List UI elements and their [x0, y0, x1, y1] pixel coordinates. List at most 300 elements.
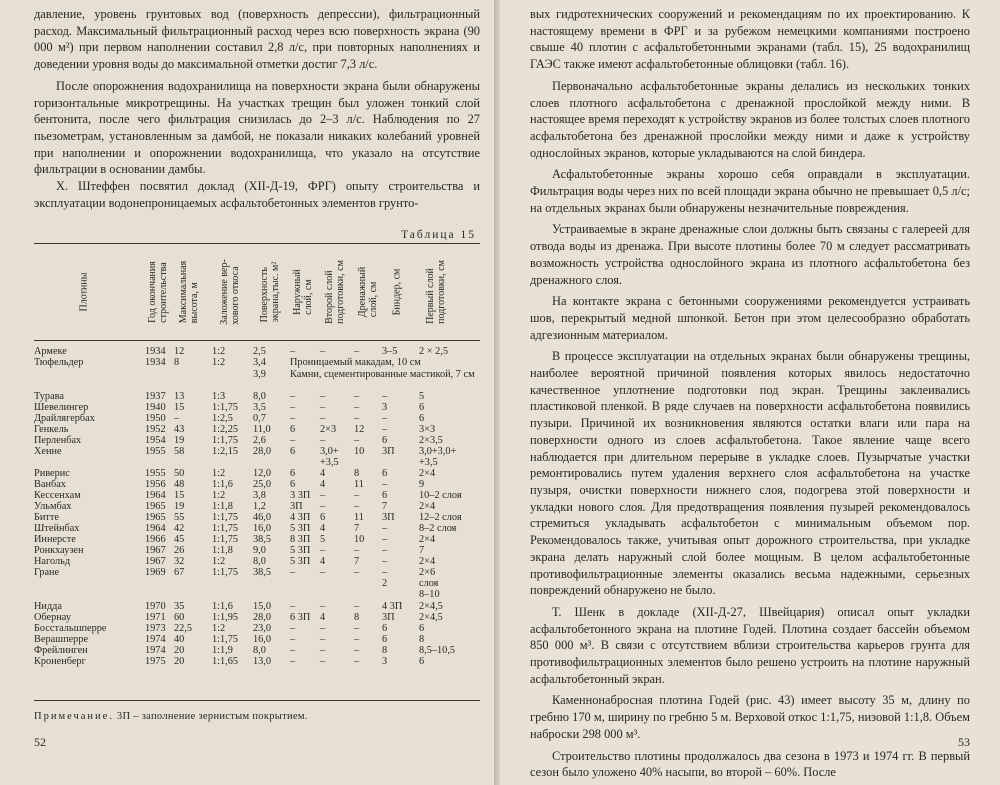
table-cell: – [290, 412, 296, 424]
table-row [34, 512, 480, 523]
table-cell: 32 [174, 556, 185, 568]
paragraph: Строительство плотины продолжалось два сезона в 1973 и 1974 гг. В первый сезон было уложено 40% насыпи, во второй – 60%. После [530, 748, 970, 780]
table-cell: 1:1,65 [212, 655, 239, 667]
table-cell: Ульмбах [34, 501, 72, 513]
table-row [34, 391, 480, 402]
table-cell: Ванбах [34, 479, 66, 490]
table-cell: 1:1,75 [212, 434, 239, 446]
table-cell: 5 3П [290, 523, 311, 535]
table-cell: 7 [382, 501, 388, 513]
table-cell: 3–5 [382, 346, 398, 358]
table-cell: 1955 [145, 445, 166, 457]
table-cell: 4 3П [290, 512, 311, 524]
table-cell: 2×4 [419, 467, 436, 479]
table-cell: 2 [382, 578, 388, 590]
table-header [34, 244, 480, 341]
table-cell: 11 [354, 479, 364, 490]
note-text: 3П – заполнение зернистым покрытием. [116, 711, 308, 723]
table-cell: – [354, 490, 360, 502]
table-cell: 1:2,5 [212, 412, 233, 424]
table-header-cell [320, 248, 350, 336]
table-cell: 1:1,9 [212, 644, 233, 656]
table-cell: 8 [419, 633, 425, 645]
table-cell: Битте [34, 512, 59, 524]
table-cell: 1974 [145, 633, 166, 645]
table-row [34, 457, 480, 468]
table-cell: Проницаемый макадам, 10 см [290, 357, 421, 369]
table-header-cell [34, 248, 134, 336]
table-cell: 1934 [145, 357, 166, 369]
paragraph: Т. Шенк в докладе (XII-Д-27, Швейцария) описал опыт укладки асфальтобетонного экрана на плотине Годей. Плотина создает бассейн объемом 850 000 м³. В связи с отсутствием вблизи строительства карьеров грунта для противофильтрационных элементов было решено устроить на плотине наружный асфальтобетонный экран. [530, 604, 970, 686]
table-cell: 1:2 [212, 556, 226, 568]
table-cell: 1:1,75 [212, 534, 239, 546]
table-cell: Турава [34, 390, 64, 402]
table-row [34, 656, 480, 667]
table-header-cell [354, 248, 382, 336]
table-cell: 67 [174, 567, 185, 579]
table-cell: – [290, 346, 296, 358]
table-cell: 8,0 [253, 390, 266, 402]
table-cell: – [320, 600, 326, 612]
table-cell: 4 [320, 479, 326, 490]
table-cell: 12–2 слоя [419, 512, 462, 524]
table-cell: 2×3,5 [419, 434, 443, 446]
table-cell: Драйлягербах [34, 412, 95, 424]
table-cell: – [290, 390, 296, 402]
table-cell: – [382, 534, 388, 546]
table-cell: – [382, 423, 388, 435]
table-cell: 1965 [145, 501, 166, 513]
table-cell: Риверис [34, 467, 70, 479]
table-row [34, 556, 480, 567]
table-cell: 6 [382, 622, 388, 634]
table-cell: 8–2 слоя [419, 523, 457, 535]
table-header-cell [174, 248, 204, 336]
table-cell: 3,9 [253, 368, 266, 380]
table-cell: 6 [290, 479, 296, 490]
paragraph: На контакте экрана с бетонными сооружениями рекомендуется устраивать шов, перекрытый медной шпонкой. Бетон при этом целесообразно обработать адгезионным материалом. [530, 294, 970, 342]
table-cell: 12,0 [253, 467, 272, 479]
table-cell: 3П [382, 611, 395, 623]
table-cell: 1:1,6 [212, 600, 233, 612]
table-cell: 2×4 [419, 556, 436, 568]
table-cell: Шевелингер [34, 401, 89, 413]
table-cell: 1:1,75 [212, 567, 239, 579]
table-cell: 6 [382, 434, 388, 446]
table-cell: 9 [419, 479, 425, 490]
paragraph: вых гидротехнических сооружений и рекомендациям по их проектированию. К настоящему времени в ФРГ и за рубежом немецкими компаниями построено свыше 40 плотин с асфальтобетонными экранами (табл. 15), 25 водохранилищ ГАЭС также имеют асфальтобетонные облицовки (табл. 16). [530, 7, 970, 72]
table-cell: Генкель [34, 423, 69, 435]
table-cell: Армеке [34, 346, 67, 358]
table-cell: 13 [174, 390, 185, 402]
table-cell: 8,0 [253, 556, 266, 568]
table-cell: 4 3П [382, 600, 403, 612]
table-cell: – [320, 633, 326, 645]
table-row [34, 402, 480, 413]
table-cell: – [382, 390, 388, 402]
table-cell: – [354, 412, 360, 424]
table-header-cell [253, 248, 287, 336]
table-cell: 1937 [145, 390, 166, 402]
table-cell: 5 3П [290, 556, 311, 568]
table-header-cell [382, 248, 412, 336]
table-cell: – [320, 545, 326, 557]
table-cell: – [320, 412, 326, 424]
table-cell: 1970 [145, 600, 166, 612]
table-cell: Босстальшперре [34, 622, 107, 634]
table-cell: 60 [174, 611, 185, 623]
table-cell: 16,0 [253, 633, 272, 645]
table-cell: 1971 [145, 611, 166, 623]
table-cell: 35 [174, 600, 185, 612]
paragraph: После опорожнения водохранилища на поверхности экрана были обнаружены горизонтальные микротрещины. На участках трещин был уложен тонкий слой бентонита, после чего фильтрация снизилась до 2–3 л/с. Наблюдения по 27 пьезометрам, установленным за дамбой, не показали никаких колебаний уровней при наполнении и опорожнении водохранилища, что указало на отсутствие фильтрации в основании дамбы. [34, 78, 480, 177]
table-row [34, 645, 480, 656]
data-table [34, 243, 480, 701]
table-cell: 38,5 [253, 567, 272, 579]
table-cell: 19 [174, 434, 185, 446]
table-cell: 8–10 [419, 589, 440, 601]
table-cell: 1:2,25 [212, 423, 239, 435]
table-cell: 7 [419, 545, 425, 557]
table-cell: – [382, 567, 388, 579]
table-cell: 11,0 [253, 423, 271, 435]
table-row [34, 369, 480, 380]
table-cell: 8 3П [290, 534, 311, 546]
table-row [34, 424, 480, 435]
table-cell: 1:1,8 [212, 545, 233, 557]
table-row [34, 446, 480, 457]
table-cell: 6 [419, 655, 425, 667]
note-label: Примечание. [34, 711, 114, 723]
table-cell: 15,0 [253, 600, 272, 612]
table-cell: 1:3 [212, 390, 226, 402]
table-cell: 1934 [145, 346, 166, 358]
table-cell: 42 [174, 523, 185, 535]
table-row [34, 612, 480, 623]
table-cell: 6 [419, 622, 425, 634]
table-cell: 20 [174, 655, 185, 667]
table-header-cell [212, 248, 248, 336]
paragraph: Первоначально асфальтобетонные экраны делались из нескольких тонких слоев плотного асфальтобетона с дренажной прослойкой между ними. В настоящее время переходят к устройству экранов из более толстых слоев плотного асфальтобетона без дренажной прослойки между ними и даже к устройству однослойных экранов, которые укладываются на слой биндера. [530, 78, 970, 160]
table-cell: 19 [174, 501, 185, 513]
table-header-label: Поверхность экрана,тыс. м² [259, 262, 281, 323]
table-cell: – [354, 567, 360, 579]
table-row [34, 490, 480, 501]
table-cell: – [354, 390, 360, 402]
table-cell: 1:1,75 [212, 512, 239, 524]
table-cell: 5 [419, 390, 425, 402]
table-cell: 1955 [145, 467, 166, 479]
table-cell: – [320, 390, 326, 402]
table-cell: 12 [174, 346, 185, 358]
table-row [34, 601, 480, 612]
table-cell: 2 × 2,5 [419, 346, 448, 358]
table-cell: +3,5 [320, 456, 339, 468]
table-cell: – [174, 412, 180, 424]
table-cell: 3,8 [253, 490, 266, 502]
table-header-label: Плотины [78, 273, 90, 312]
table-cell: 1:2 [212, 357, 226, 369]
table-cell: 4 [320, 611, 326, 623]
table-cell: 6 [382, 467, 388, 479]
table-cell: – [382, 523, 388, 535]
table-cell: – [320, 346, 326, 358]
table-cell: 1969 [145, 567, 166, 579]
table-cell: 3,0+ [320, 445, 339, 457]
table-cell: 1:2 [212, 346, 226, 358]
table-header-label: Первый слой подготовки, см [425, 260, 447, 325]
table-cell: 8 [382, 644, 388, 656]
table-cell: 3П [290, 501, 303, 513]
table-cell: 1:1,75 [212, 633, 239, 645]
table-cell: 28,0 [253, 611, 272, 623]
table-cell: – [320, 567, 326, 579]
table-cell: 8 [354, 467, 360, 479]
table-cell: – [354, 655, 360, 667]
table-cell: 1:1,95 [212, 611, 239, 623]
paragraph: Х. Штеффен посвятил доклад (XII-Д-19, ФРГ) опыту строительства и эксплуатации водонепроницаемых асфальтобетонных элементов грунто- [34, 179, 480, 210]
table-cell: 4 [320, 467, 326, 479]
table-cell: – [290, 622, 296, 634]
table-cell: 1967 [145, 556, 166, 568]
table-cell: 6 [290, 445, 296, 457]
table-cell: 7 [354, 556, 360, 568]
table-cell: – [320, 622, 326, 634]
table-header-cell [290, 248, 316, 336]
table-cell: 16,0 [253, 523, 272, 535]
table-row [34, 534, 480, 545]
table-cell: – [320, 644, 326, 656]
table-row [34, 468, 480, 479]
table-cell: 9,0 [253, 545, 266, 557]
table-cell: 3 3П [290, 490, 311, 502]
paragraph: давление, уровень грунтовых вод (поверхность депрессии), фильтрационный расход. Максимальный фильтрационный расход через всю поверхность экрана (90 000 м²) при первом наполнении составил 2,8 л/с, при повторных наполнениях и доведении уровня воды до максимальной отметки достиг 7,3 л/с. [34, 7, 480, 72]
table-cell: 1:1,6 [212, 479, 233, 490]
paragraph: Устраиваемые в экране дренажные слои должны быть связаны с галереей для отвода воды из дренажа. При высоте плотины более 70 м следует рассматривать возможность устройства однослойного экрана из плотного асфальтобетона без дренажного слоя. [530, 222, 970, 287]
table-cell: 11 [354, 512, 364, 524]
table-cell: 55 [174, 512, 185, 524]
table-cell: 12 [354, 423, 365, 435]
table-cell: 3П [382, 445, 395, 457]
table-cell: Перленбах [34, 434, 82, 446]
table-header-label: Наружный слой, см [292, 269, 314, 316]
table-cell: 13,0 [253, 655, 272, 667]
table-cell: 10 [354, 534, 365, 546]
table-cell: 10 [354, 445, 365, 457]
paragraph: Асфальтобетонные экраны хорошо себя оправдали в эксплуатации. Фильтрация воды через них по всей площади экрана обычно не превышает 0,5 л/с; на отдельных экранах были обнаружены незначительные повреждения. [530, 167, 970, 215]
paragraph: В процессе эксплуатации на отдельных экранах были обнаружены трещины, наиболее вероятной причиной появления которых явилось недостаточно качественное уплотнение подготовки под экран. Трещины заклеивались пластиковой пленкой. В ряде случаев на поверхности асфальтобетона появились пузыри. Причиной их возникновения являются остатки влаги или пара на поверхности одного из слоев асфальтобетона. Такое явление чаще всего наблюдается при длительном перерыве в укладке слоев. Пузырчатые участки ремонтировались путем удаления верхнего слоя асфальтобетона на участке пузыря, очистки поверхности нижнего слоя, подогрева этой поверхности и укладки нового слоя. Для предотвращения появления пузырей рекомендовалось стремиться укладывать асфальтобетон с минимальным объемом пор. Рекомендовалось также, учитывая опыт дорожного строительства, при укладке экрана делать наружный слой более мощным. В целом асфальтобетонные противофильтрационные элементы оказались весьма надежными, серьезных повреждений обнаружено не было. [530, 349, 970, 598]
table-cell: 3×3 [419, 423, 436, 435]
table-cell: 10–2 слоя [419, 490, 462, 502]
page-number: 52 [34, 735, 46, 749]
table-cell: Верашперре [34, 633, 89, 645]
table-cell: 15 [174, 401, 185, 413]
table-cell: – [290, 600, 296, 612]
table-cell: – [382, 479, 388, 490]
table-cell: – [354, 600, 360, 612]
table-cell: 45 [174, 534, 185, 546]
table-cell: 43 [174, 423, 185, 435]
table-cell: 1966 [145, 534, 166, 546]
table-cell: 46,0 [253, 512, 272, 524]
table-cell: 1:1,75 [212, 401, 239, 413]
table-cell: 2,6 [253, 434, 266, 446]
table-cell: 38,5 [253, 534, 272, 546]
table-cell: 4 [320, 556, 326, 568]
table-cell: 3,5 [253, 401, 266, 413]
table-cell: 1965 [145, 512, 166, 524]
table-cell: 7 [354, 523, 360, 535]
table-cell: 8,5–10,5 [419, 644, 456, 656]
table-row [34, 357, 480, 368]
table-cell: Обернау [34, 611, 71, 623]
table-cell: 2×4 [419, 534, 436, 546]
table-header-label: Биндер, см [391, 269, 403, 316]
table-cell: 5 [320, 534, 326, 546]
table-row [34, 346, 480, 357]
table-cell: 1964 [145, 490, 166, 502]
table-cell: 58 [174, 445, 185, 457]
table-cell: – [290, 567, 296, 579]
paragraph: Каменнонабросная плотина Годей (рис. 43) имеет высоту 35 м, длину по гребню 170 м, ширину по гребню 5 м. Верховой откос 1:1,75, низовой 1:1,8. Объем наброски 298 000 м³. [530, 693, 970, 741]
table-row [34, 435, 480, 446]
table-cell: – [320, 490, 326, 502]
table-label: Таблица 15 [401, 229, 476, 242]
table-row [34, 634, 480, 645]
table-header-cell [145, 248, 171, 336]
table-cell: – [320, 655, 326, 667]
table-cell: 3П [382, 512, 395, 524]
table-cell: 1952 [145, 423, 166, 435]
table-cell: Штейнбах [34, 523, 80, 535]
table-row [34, 578, 480, 589]
table-cell: Иннерсте [34, 534, 76, 546]
table-cell: Фрейлинген [34, 644, 88, 656]
table-cell: 15 [174, 490, 185, 502]
table-cell: 1940 [145, 401, 166, 413]
table-cell: Хенне [34, 445, 62, 457]
table-cell: – [290, 401, 296, 413]
table-cell: 22,5 [174, 622, 193, 634]
table-cell: 6 [419, 412, 425, 424]
table-cell: 6 3П [290, 611, 311, 623]
table-cell: – [354, 401, 360, 413]
table-cell: 1950 [145, 412, 166, 424]
table-cell: Гране [34, 567, 60, 579]
table-cell: 1967 [145, 545, 166, 557]
table-cell: – [290, 434, 296, 446]
table-cell: 1975 [145, 655, 166, 667]
table-cell: 1964 [145, 523, 166, 535]
table-cell: 6 [382, 633, 388, 645]
right-page [500, 0, 1000, 785]
table-cell: 1973 [145, 622, 166, 634]
table-cell: – [354, 346, 360, 358]
table-cell: 1:1,8 [212, 501, 233, 513]
table-cell: 6 [290, 423, 296, 435]
table-cell: 1:2,15 [212, 445, 239, 457]
table-cell: 1974 [145, 644, 166, 656]
table-cell: 2×6 [419, 567, 436, 579]
table-cell: Нагольд [34, 556, 71, 568]
table-cell: 8 [174, 357, 180, 369]
table-cell: 2×4,5 [419, 600, 443, 612]
table-cell: 3 [382, 655, 388, 667]
table-cell: 2×4 [419, 501, 436, 513]
table-row [34, 523, 480, 534]
table-cell: Камни, сцементированные мастикой, 7 см [290, 368, 475, 380]
table-row [34, 589, 480, 600]
table-cell: 1954 [145, 434, 166, 446]
table-cell: 23,0 [253, 622, 272, 634]
table-cell: 6 [320, 512, 326, 524]
table-cell: 5 3П [290, 545, 311, 557]
table-cell: 20 [174, 644, 185, 656]
table-row [34, 545, 480, 556]
table-cell: 8,0 [253, 644, 266, 656]
table-note [34, 711, 480, 722]
table-header-label: Второй слой подготовки, см [324, 260, 346, 325]
table-cell: – [320, 434, 326, 446]
table-cell: 28,0 [253, 445, 272, 457]
table-cell: 6 [290, 467, 296, 479]
table-cell: 3 [382, 401, 388, 413]
table-header-label: Год окончания строительства [147, 261, 169, 324]
page-number: 53 [958, 735, 970, 749]
table-cell: 2,5 [253, 346, 266, 358]
table-cell: – [382, 545, 388, 557]
table-cell: 2×3 [320, 423, 337, 435]
table-cell: +3,5 [419, 456, 438, 468]
table-cell: 6 [382, 490, 388, 502]
table-cell: слоя [419, 578, 439, 590]
table-row [34, 623, 480, 634]
table-header-label: Заложение вер- хового откоса [219, 259, 241, 326]
table-cell: – [290, 655, 296, 667]
table-cell: – [354, 644, 360, 656]
table-cell: – [290, 633, 296, 645]
table-row [34, 501, 480, 512]
table-body [34, 346, 480, 666]
table-cell: – [320, 401, 326, 413]
table-cell: – [354, 622, 360, 634]
table-row [34, 567, 480, 578]
table-cell: – [354, 501, 360, 513]
table-cell: Кессенхам [34, 490, 81, 502]
table-cell: 8 [354, 611, 360, 623]
table-cell: 1:2 [212, 467, 226, 479]
table-cell: 6 [419, 401, 425, 413]
table-cell: 1:2 [212, 490, 226, 502]
table-cell: 50 [174, 467, 185, 479]
table-cell: 2×4,5 [419, 611, 443, 623]
table-cell: – [290, 644, 296, 656]
table-cell: 3,0+3,0+ [419, 445, 457, 457]
table-header-label: Максимальная высота, м [178, 261, 200, 324]
table-cell: 1956 [145, 479, 166, 490]
table-row [34, 479, 480, 490]
table-header-label: Дренажный слой, см [357, 267, 379, 318]
table-cell: Тюфельдер [34, 357, 84, 369]
table-cell: 48 [174, 479, 185, 490]
table-cell: – [354, 545, 360, 557]
table-cell: Кроненберг [34, 655, 86, 667]
table-cell: – [354, 633, 360, 645]
table-cell: – [320, 501, 326, 513]
table-cell: 4 [320, 523, 326, 535]
table-row [34, 380, 480, 391]
table-cell: 40 [174, 633, 185, 645]
